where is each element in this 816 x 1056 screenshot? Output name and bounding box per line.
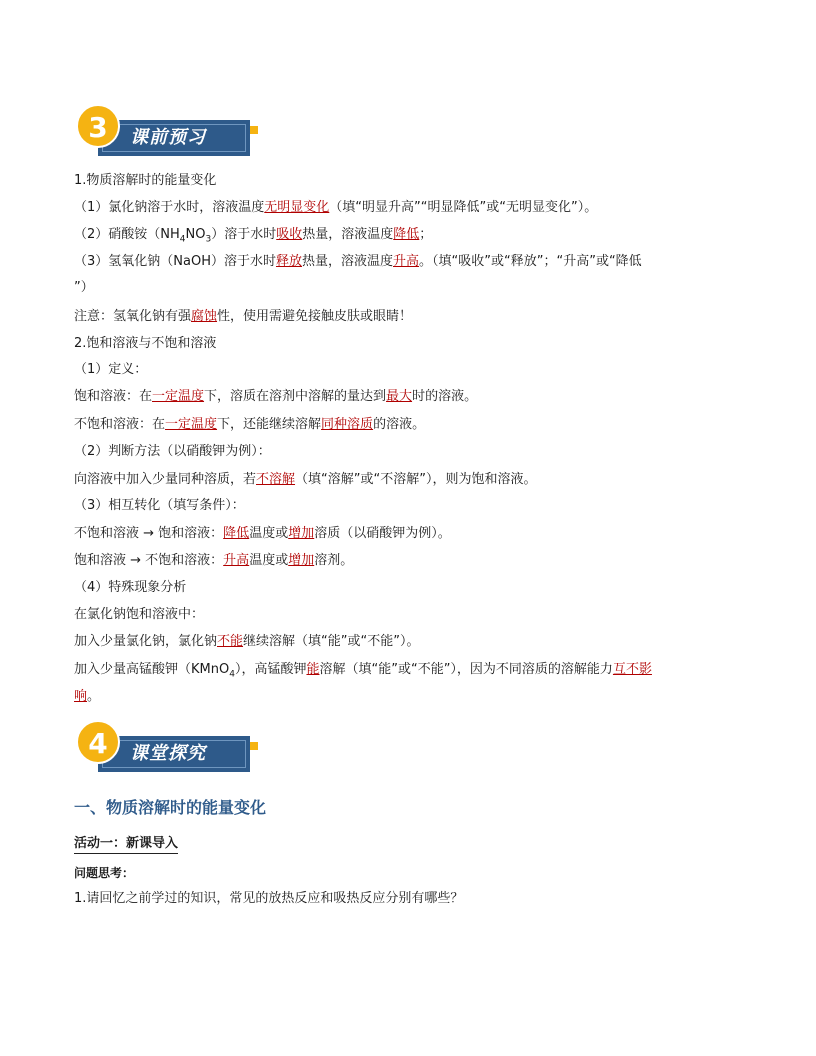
- answer: 升高: [223, 553, 250, 568]
- p2-item2: （2）判断方法（以硝酸钾为例）：: [74, 444, 271, 459]
- p1-item1: （1）氯化钠溶于水时，溶液温度无明显变化（填“明显升高”“明显降低”或“无明显变化”）。: [74, 200, 598, 215]
- banner-inner-border: [102, 740, 246, 768]
- section-3-title: 课前预习: [130, 127, 206, 148]
- banner-accent-square: [250, 742, 258, 750]
- p1-item2: （2）硝酸铵$(NH_4NO_3)$溶于水时吸收热量，溶液温度降低；: [74, 227, 433, 245]
- question-label: 问题思考：: [74, 866, 135, 880]
- saturated-def: 饱和溶液：在一定温度下，溶质在溶剂中溶解的量达到最大时的溶液。: [74, 389, 478, 404]
- section-3-banner: [72, 104, 262, 164]
- banner-accent-square: [250, 126, 258, 134]
- answer: 不溶解: [256, 472, 296, 487]
- conversion-2: 饱和溶液 → 不饱和溶液：升高温度或增加溶剂。: [74, 553, 354, 568]
- answer: 不能: [217, 634, 244, 649]
- answer: 增加: [288, 526, 315, 541]
- section-heading: 一、物质溶解时的能量变化: [74, 798, 267, 817]
- answer: 增加: [288, 553, 315, 568]
- answer: 升高: [393, 254, 420, 269]
- section-3-number-badge: 3: [76, 104, 120, 148]
- answer: 无明显变化: [264, 200, 330, 215]
- p1-item3-cont: ”）: [74, 280, 94, 295]
- note: 注意：氢氧化钠有强腐蚀性，使用需避免接触皮肤或眼睛！: [74, 309, 413, 324]
- special-intro: 在氯化钠饱和溶液中：: [74, 607, 205, 622]
- answer: 一定温度: [165, 417, 218, 432]
- question-1: 1.请回忆之前学过的知识，常见的放热反应和吸热反应分别有哪些？: [74, 891, 464, 906]
- p2-heading: 2.饱和溶液与不饱和溶液: [74, 336, 217, 351]
- section-4-title: 课堂探究: [130, 743, 206, 764]
- kmno4-case: 加入少量高锰酸钾（KMnO$_4$），高锰酸钾能溶解（填“能”或“不能”），因为不同溶质的溶解能力互不影: [74, 662, 652, 680]
- conversion-1: 不饱和溶液 → 饱和溶液：降低温度或增加溶质（以硝酸钾为例）。: [74, 526, 451, 541]
- p2-item1: （1）定义：: [74, 362, 148, 377]
- kmno4-case-cont: 响。: [74, 689, 101, 704]
- answer: 吸收: [276, 227, 303, 242]
- section-4-number-badge: 4: [76, 720, 120, 764]
- answer: 响: [74, 689, 88, 704]
- p2-item3: （3）相互转化（填写条件）：: [74, 498, 245, 513]
- answer: 一定温度: [152, 389, 205, 404]
- section-4-banner: [72, 720, 262, 780]
- answer: 同种溶质: [321, 417, 374, 432]
- p1-item3: （3）氢氧化钠（NaOH）溶于水时释放热量，溶液温度升高。（填“吸收”或“释放”；“升高”或“降低: [74, 254, 642, 269]
- section-4-title-bar: [98, 736, 250, 772]
- p1-heading: 1.物质溶解时的能量变化: [74, 173, 217, 188]
- section-3-title-bar: [98, 120, 250, 156]
- activity-label: 活动一：新课导入: [74, 832, 178, 854]
- judge-method: 向溶液中加入少量同种溶质，若不溶解（填“溶解”或“不溶解”），则为饱和溶液。: [74, 472, 537, 487]
- banner-inner-border: [102, 124, 246, 152]
- answer: 释放: [275, 254, 302, 269]
- p2-item4: （4）特殊现象分析: [74, 580, 187, 595]
- answer: 互不影: [612, 662, 652, 677]
- answer: 腐蚀: [191, 309, 218, 324]
- answer: 最大: [386, 389, 413, 404]
- answer: 降低: [223, 526, 250, 541]
- answer: 降低: [393, 227, 420, 242]
- unsaturated-def: 不饱和溶液：在一定温度下，还能继续溶解同种溶质的溶液。: [74, 417, 426, 432]
- nacl-case: 加入少量氯化钠，氯化钠不能继续溶解（填“能”或“不能”）。: [74, 634, 420, 649]
- answer: 能: [306, 662, 320, 677]
